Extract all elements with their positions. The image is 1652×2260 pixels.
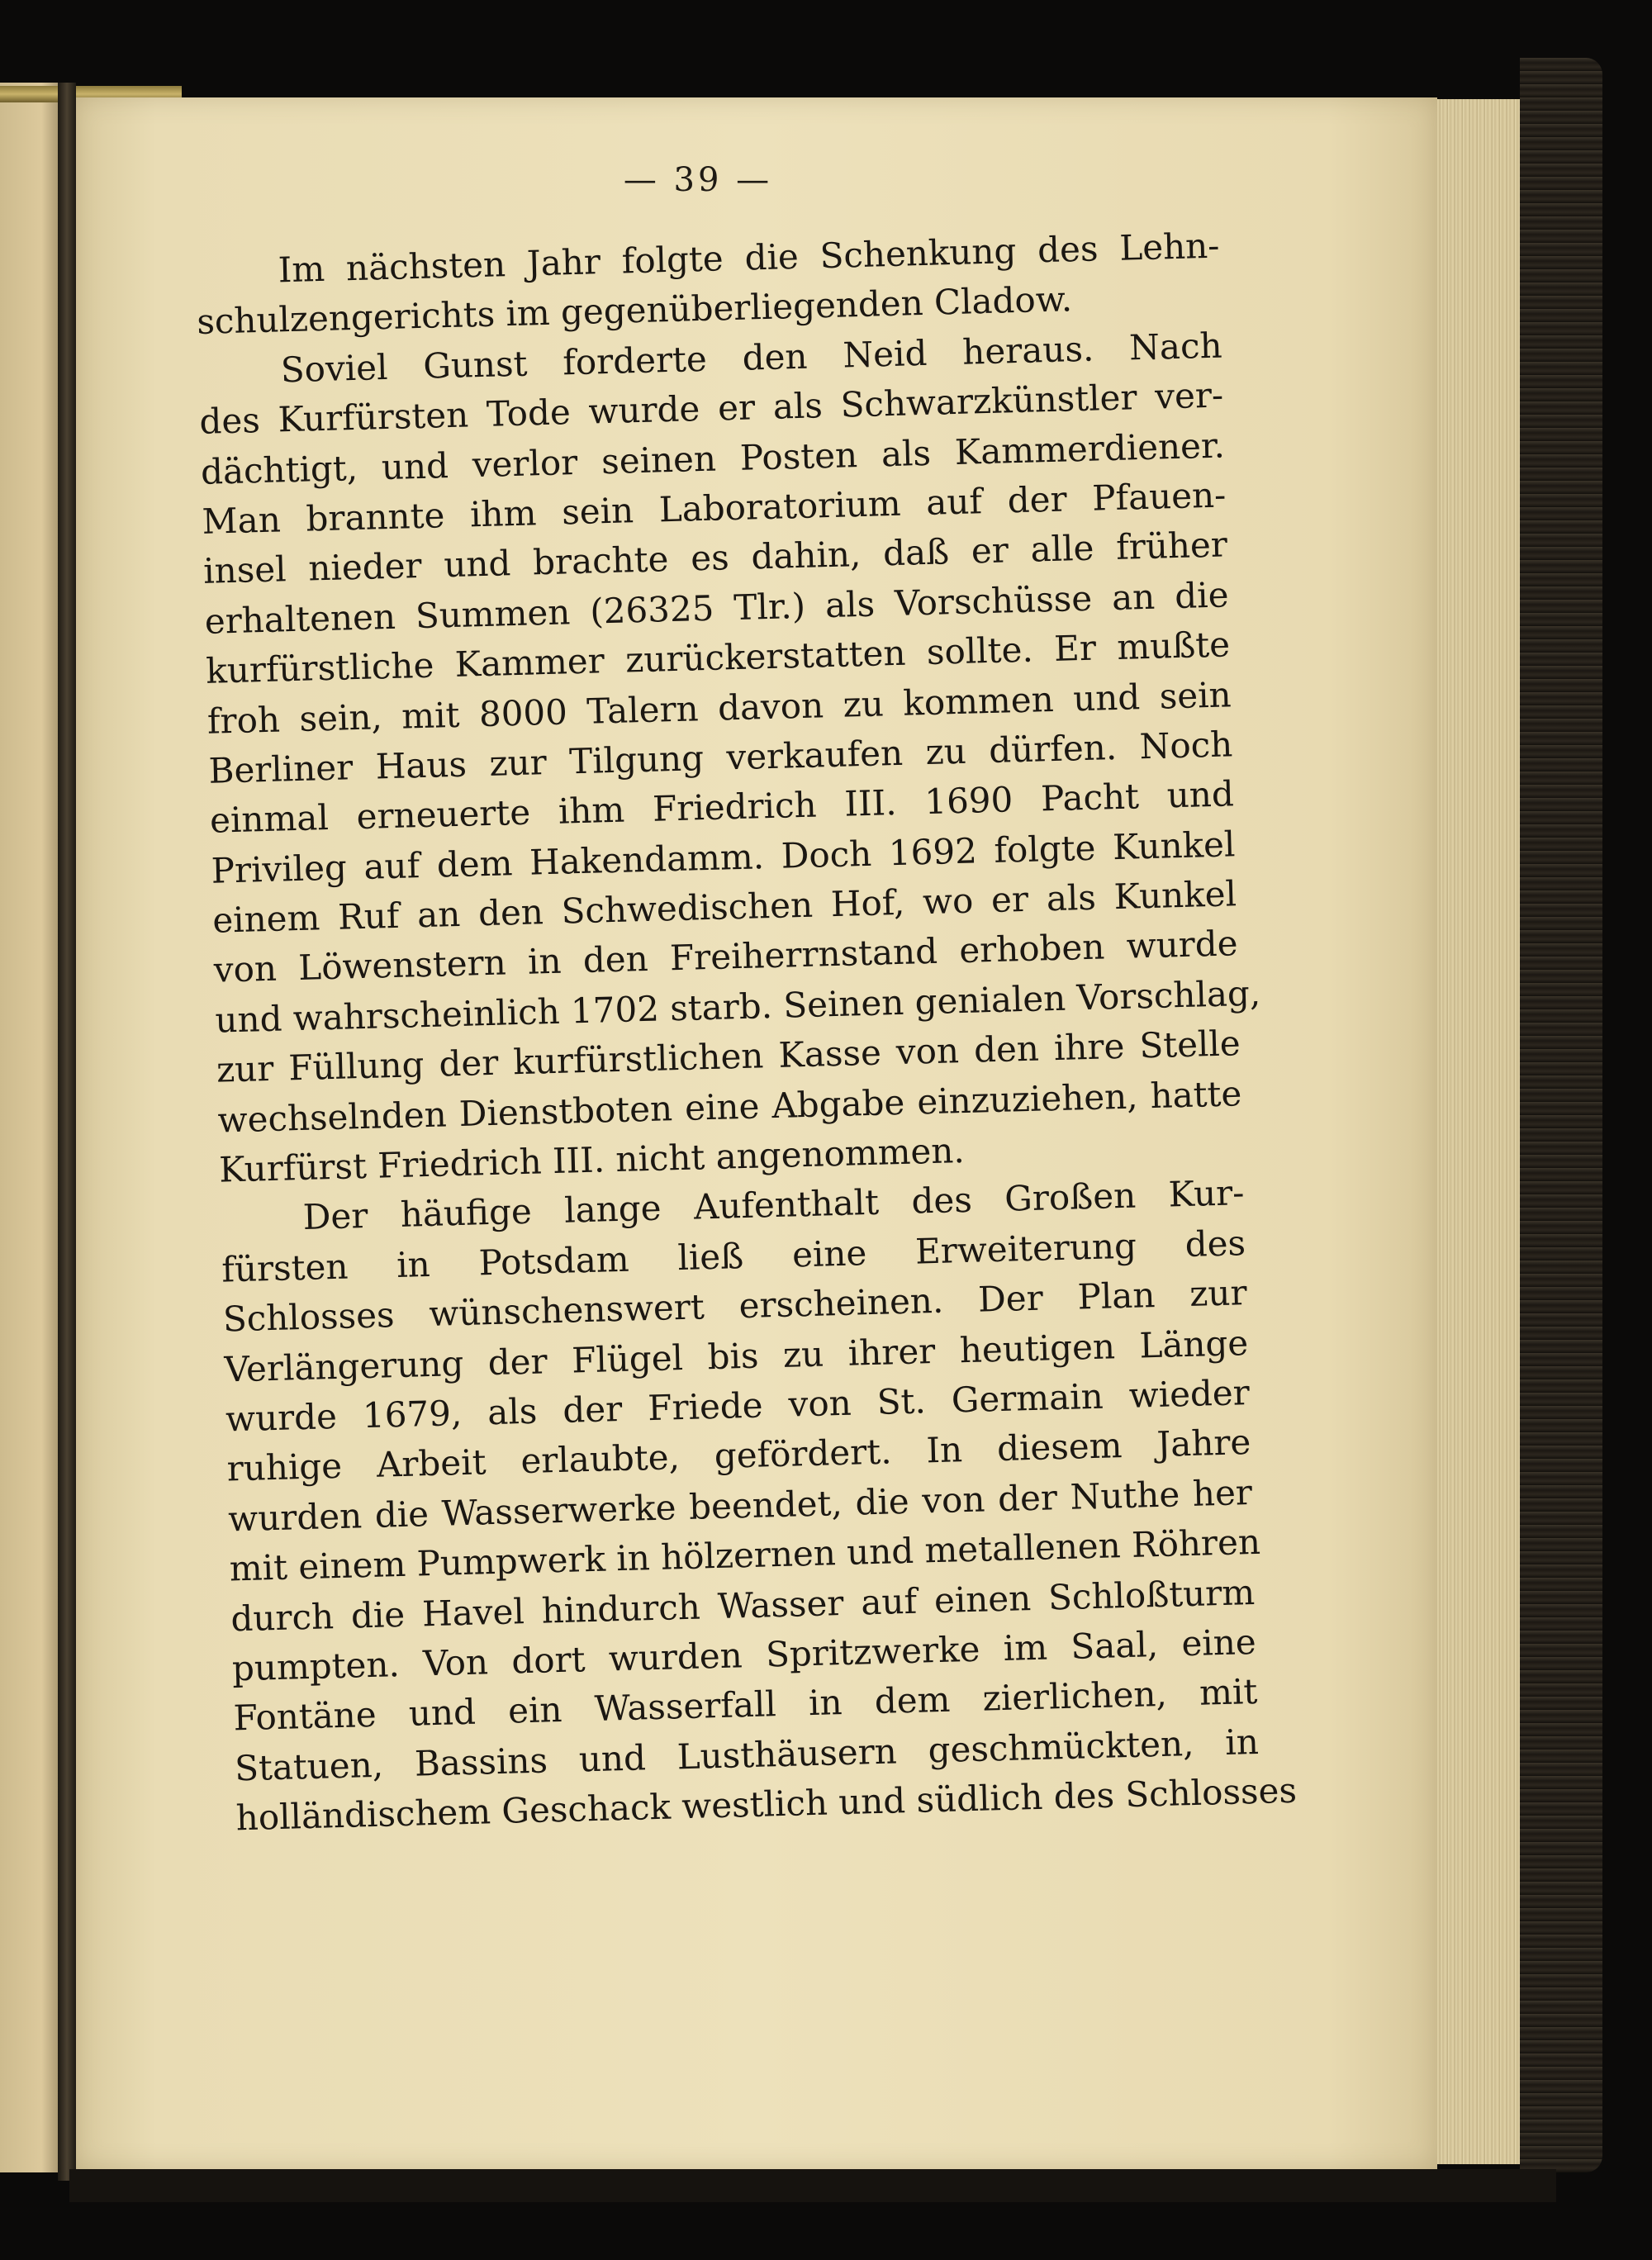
book-gutter	[58, 83, 76, 2181]
text-line: Kurfürst Friedrich III. nicht angenommen.	[218, 1130, 966, 1190]
text-line: Privileg auf dem Hakendamm. Doch 1692 folgte Kunkel	[211, 823, 1236, 891]
text-line: und wahrscheinlich 1702 starb. Seinen genialen Vorschlag,	[214, 972, 1261, 1041]
text-line: wurden die Wasserwerke beendet, die von der Nuthe her	[227, 1471, 1253, 1540]
text-line: ruhige Arbeit erlaubte, gefördert. In diesem Jahre	[226, 1422, 1251, 1489]
text-line: Verlängerung der Flügel bis zu ihrer heutigen Länge	[223, 1322, 1249, 1390]
text-line: Der häufige lange Aufenthalt des Großen Kur-	[302, 1172, 1246, 1238]
text-line: wechselnden Dienstboten eine Abgabe einzuziehen, hatte	[217, 1072, 1242, 1141]
text-line: zur Füllung der kurfürstlichen Kasse von den ihre Stelle	[216, 1023, 1241, 1090]
text-line: Soviel Gunst forderte den Neid heraus. Nach	[280, 325, 1223, 391]
text-line: von Löwenstern in den Freiherrnstand erhoben wurde	[213, 923, 1239, 991]
text-line: des Kurfürsten Tode wurde er als Schwarzkünstler ver-	[198, 374, 1224, 443]
text-line: einmal erneuerte ihm Friedrich III. 1690 Pacht und	[209, 773, 1235, 842]
book-cover-edge	[1520, 58, 1602, 2172]
text-line: Im nächsten Jahr folgte die Schenkung des Lehn-	[278, 225, 1220, 291]
text-line: Schlosses wünschenswert erscheinen. Der Plan zur	[222, 1272, 1248, 1340]
book-cover-top	[0, 0, 1652, 91]
text-line: schulzengerichts im gegenüberliegenden Cladow.	[196, 278, 1073, 343]
text-line: froh sein, mit 8000 Talern davon zu kommen und sein	[206, 673, 1232, 742]
text-line: holländischem Geschack westlich und südlich des Schlosses	[235, 1769, 1298, 1839]
text-line: einem Ruf an den Schwedischen Hof, wo er als Kunkel	[211, 873, 1237, 941]
text-line: pumpten. Von dort wurden Spritzwerke im Saal, eine	[231, 1621, 1257, 1689]
text-line: durch die Havel hindurch Wasser auf einen Schloßturm	[230, 1571, 1256, 1639]
text-line: wurde 1679, als der Friede von St. Germain wieder	[225, 1372, 1251, 1440]
text-line: Berliner Haus zur Tilgung verkaufen zu dürfen. Noch	[207, 724, 1233, 791]
text-line: dächtigt, und verlor seinen Posten als Kammerdiener.	[200, 425, 1226, 492]
text-line: mit einem Pumpwerk in hölzernen und metallenen Röhren	[229, 1521, 1261, 1589]
text-line: kurfürstliche Kammer zurückerstatten sollte. Er mußte	[205, 624, 1231, 691]
text-line: Man brannte ihm sein Laboratorium auf der Pfauen-	[202, 474, 1227, 542]
text-line: Statuen, Bassins und Lusthäusern geschmückten, in	[234, 1721, 1260, 1789]
text-line: erhaltenen Summen (26325 Tlr.) als Vorschüsse an die	[204, 574, 1230, 642]
book-bottom-edge	[69, 2169, 1556, 2202]
text-line: Fontäne und ein Wasserfall in dem zierlichen, mit	[232, 1671, 1258, 1739]
text-line: insel nieder und brachte es dahin, daß er alle früher	[202, 524, 1228, 592]
page-number: — 39 —	[623, 161, 773, 199]
body-text	[195, 221, 1298, 1844]
text-line: fürsten in Potsdam ließ eine Erweiterung des	[221, 1222, 1246, 1290]
